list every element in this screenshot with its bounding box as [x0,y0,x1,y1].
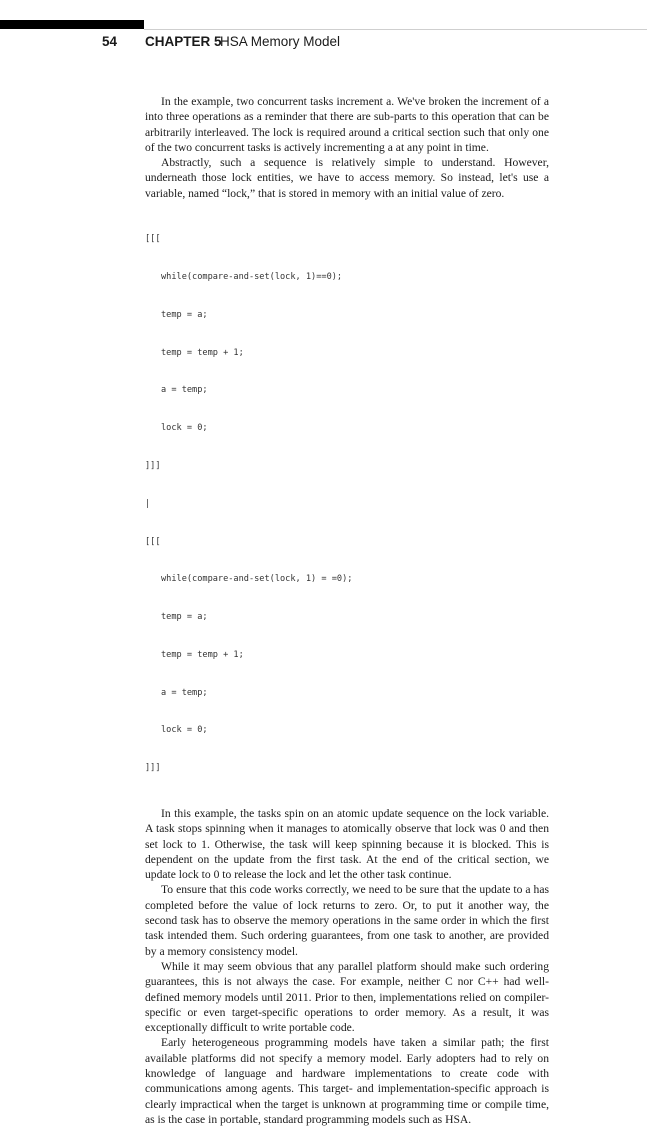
paragraph: Early heterogeneous programming models have taken a similar path; the first available platforms did not specify a memory model. Early adopters had to rely on knowledge of language and hardware implementations to create code with communications among agents. This target- and implementation-specific approach is clearly impractical when the target is unknown at programming time or compile time, as is the case in portable, standard programming models such as HSA. [145,1036,549,1126]
code-block [145,208,549,800]
code-line: [[[ [145,234,161,245]
code-line: a = temp; [161,385,208,396]
code-line: ]]] [145,460,161,471]
code-line: ]]] [145,763,161,774]
paragraph: To ensure that this code works correctly, we need to be sure that the update to a has completed before the value of lock returns to zero. Or, to put it another way, the second task has to observe the memory operations in the same order in which the first task intended them. Such ordering guarantees, from one task to another, are provided by a memory consistency model. [145,883,549,958]
code-line: while(compare-and-set(lock, 1) = =0); [161,574,353,585]
header-bar [0,20,144,29]
header-rule [144,29,647,30]
code-line: lock = 0; [161,725,208,736]
code-line: | [145,498,151,509]
paragraph: Abstractly, such a sequence is relatively simple to understand. However, underneath those lock entities, we have to access memory. So instead, let's use a variable, named “lock,” that is stored in memory with an initial value of zero. [145,156,549,200]
paragraph: In the example, two concurrent tasks increment a. We've broken the increment of a into three operations as a reminder that there are sub-parts to this operation that can be arbitrarily interleaved. The lock is required around a critical section such that only one of the two concurrent tasks is actively incrementing a at any point in time. [145,95,549,154]
chapter-label: CHAPTER 5 [145,34,222,49]
code-line: temp = a; [161,309,208,320]
paragraph: While it may seem obvious that any parallel platform should make such ordering guarantees, this is not always the case. For example, neither C nor C++ had well-defined memory models until 2011. Prior to then, implementations relied on compiler-specific or even target-specific operations to order memory. As a result, it was exceptionally difficult to write portable code. [145,959,549,1035]
page-header [0,34,647,54]
code-line: while(compare-and-set(lock, 1)==0); [161,272,343,283]
code-line: a = temp; [161,687,208,698]
code-line: temp = a; [161,612,208,623]
code-line: temp = temp + 1; [161,649,244,660]
code-line: temp = temp + 1; [161,347,244,358]
page-number: 54 [102,34,118,49]
chapter-title: HSA Memory Model [220,34,341,49]
page-body [145,94,549,1127]
code-line: lock = 0; [161,423,208,434]
paragraph: In this example, the tasks spin on an atomic update sequence on the lock variable. A task stops spinning when it manages to atomically observe that lock was 0 and then set lock to 1. Otherwise, the task will keep spinning because it is blocked. This is dependent on the update from the first task. At the end of the critical section, we update lock to 0 to release the lock and let the other task continue. [145,806,549,882]
code-line: [[[ [145,536,161,547]
